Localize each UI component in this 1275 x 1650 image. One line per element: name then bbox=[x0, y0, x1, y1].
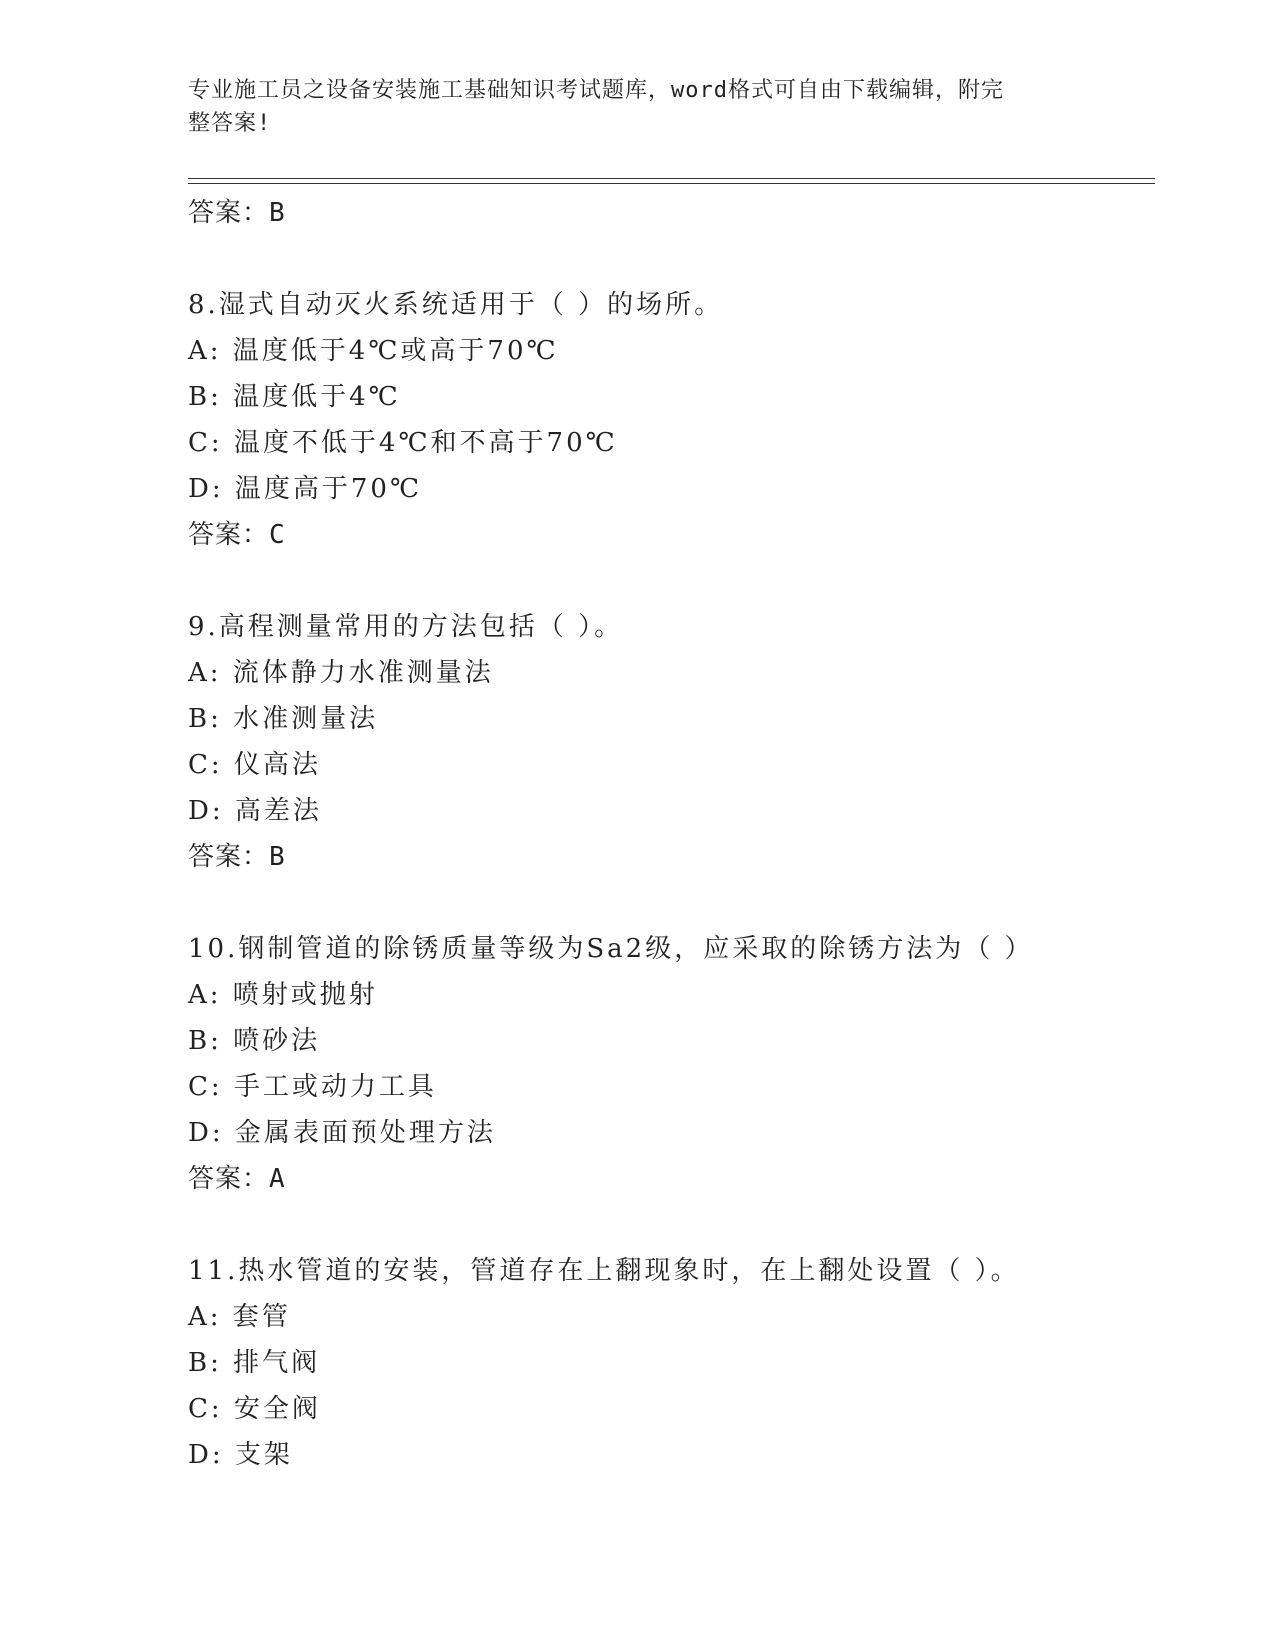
option-c: C: 手工或动力工具 bbox=[188, 1072, 437, 1102]
option-b: B: 喷砂法 bbox=[188, 1026, 321, 1056]
option-b: B: 温度低于4℃ bbox=[188, 382, 401, 412]
header-divider-bottom bbox=[188, 183, 1155, 184]
previous-answer: 答案：B bbox=[188, 198, 286, 228]
option-d: D: 金属表面预处理方法 bbox=[188, 1118, 496, 1148]
option-d: D: 温度高于70℃ bbox=[188, 474, 423, 504]
answer: 答案：C bbox=[188, 520, 286, 550]
question-stem: 10.钢制管道的除锈质量等级为Sa2级，应采取的除锈方法为（ ） bbox=[188, 934, 1034, 964]
spacer bbox=[188, 880, 1148, 926]
option-c: C: 温度不低于4℃和不高于70℃ bbox=[188, 428, 618, 458]
option-a: A: 流体静力水准测量法 bbox=[188, 658, 494, 688]
answer: 答案：B bbox=[188, 842, 286, 872]
header-line-1: 专业施工员之设备安装施工基础知识考试题库，word格式可自由下载编辑，附完 bbox=[188, 78, 1004, 103]
option-d: D: 支架 bbox=[188, 1440, 293, 1470]
spacer bbox=[188, 1202, 1148, 1248]
option-a: A: 温度低于4℃或高于70℃ bbox=[188, 336, 559, 366]
header-line-2: 整答案! bbox=[188, 111, 272, 136]
question-block-9 bbox=[188, 604, 1148, 880]
option-d: D: 高差法 bbox=[188, 796, 322, 826]
option-b: B: 排气阀 bbox=[188, 1348, 321, 1378]
question-list bbox=[188, 190, 1148, 1478]
option-a: A: 喷射或抛射 bbox=[188, 980, 378, 1010]
option-c: C: 安全阀 bbox=[188, 1394, 321, 1424]
option-a: A: 套管 bbox=[188, 1302, 291, 1332]
question-block-10 bbox=[188, 926, 1148, 1202]
header-divider-top bbox=[188, 178, 1155, 179]
question-block-11 bbox=[188, 1248, 1148, 1478]
answer: 答案：A bbox=[188, 1164, 286, 1194]
question-stem: 9.高程测量常用的方法包括（ ）。 bbox=[188, 612, 624, 642]
spacer bbox=[188, 236, 1148, 282]
document-header bbox=[188, 74, 1068, 140]
option-b: B: 水准测量法 bbox=[188, 704, 379, 734]
question-stem: 8.湿式自动灭火系统适用于（ ）的场所。 bbox=[188, 290, 724, 320]
option-c: C: 仪高法 bbox=[188, 750, 321, 780]
question-block-8 bbox=[188, 282, 1148, 558]
question-stem: 11.热水管道的安装，管道存在上翻现象时，在上翻处设置（ ）。 bbox=[188, 1256, 1020, 1286]
spacer bbox=[188, 558, 1148, 604]
